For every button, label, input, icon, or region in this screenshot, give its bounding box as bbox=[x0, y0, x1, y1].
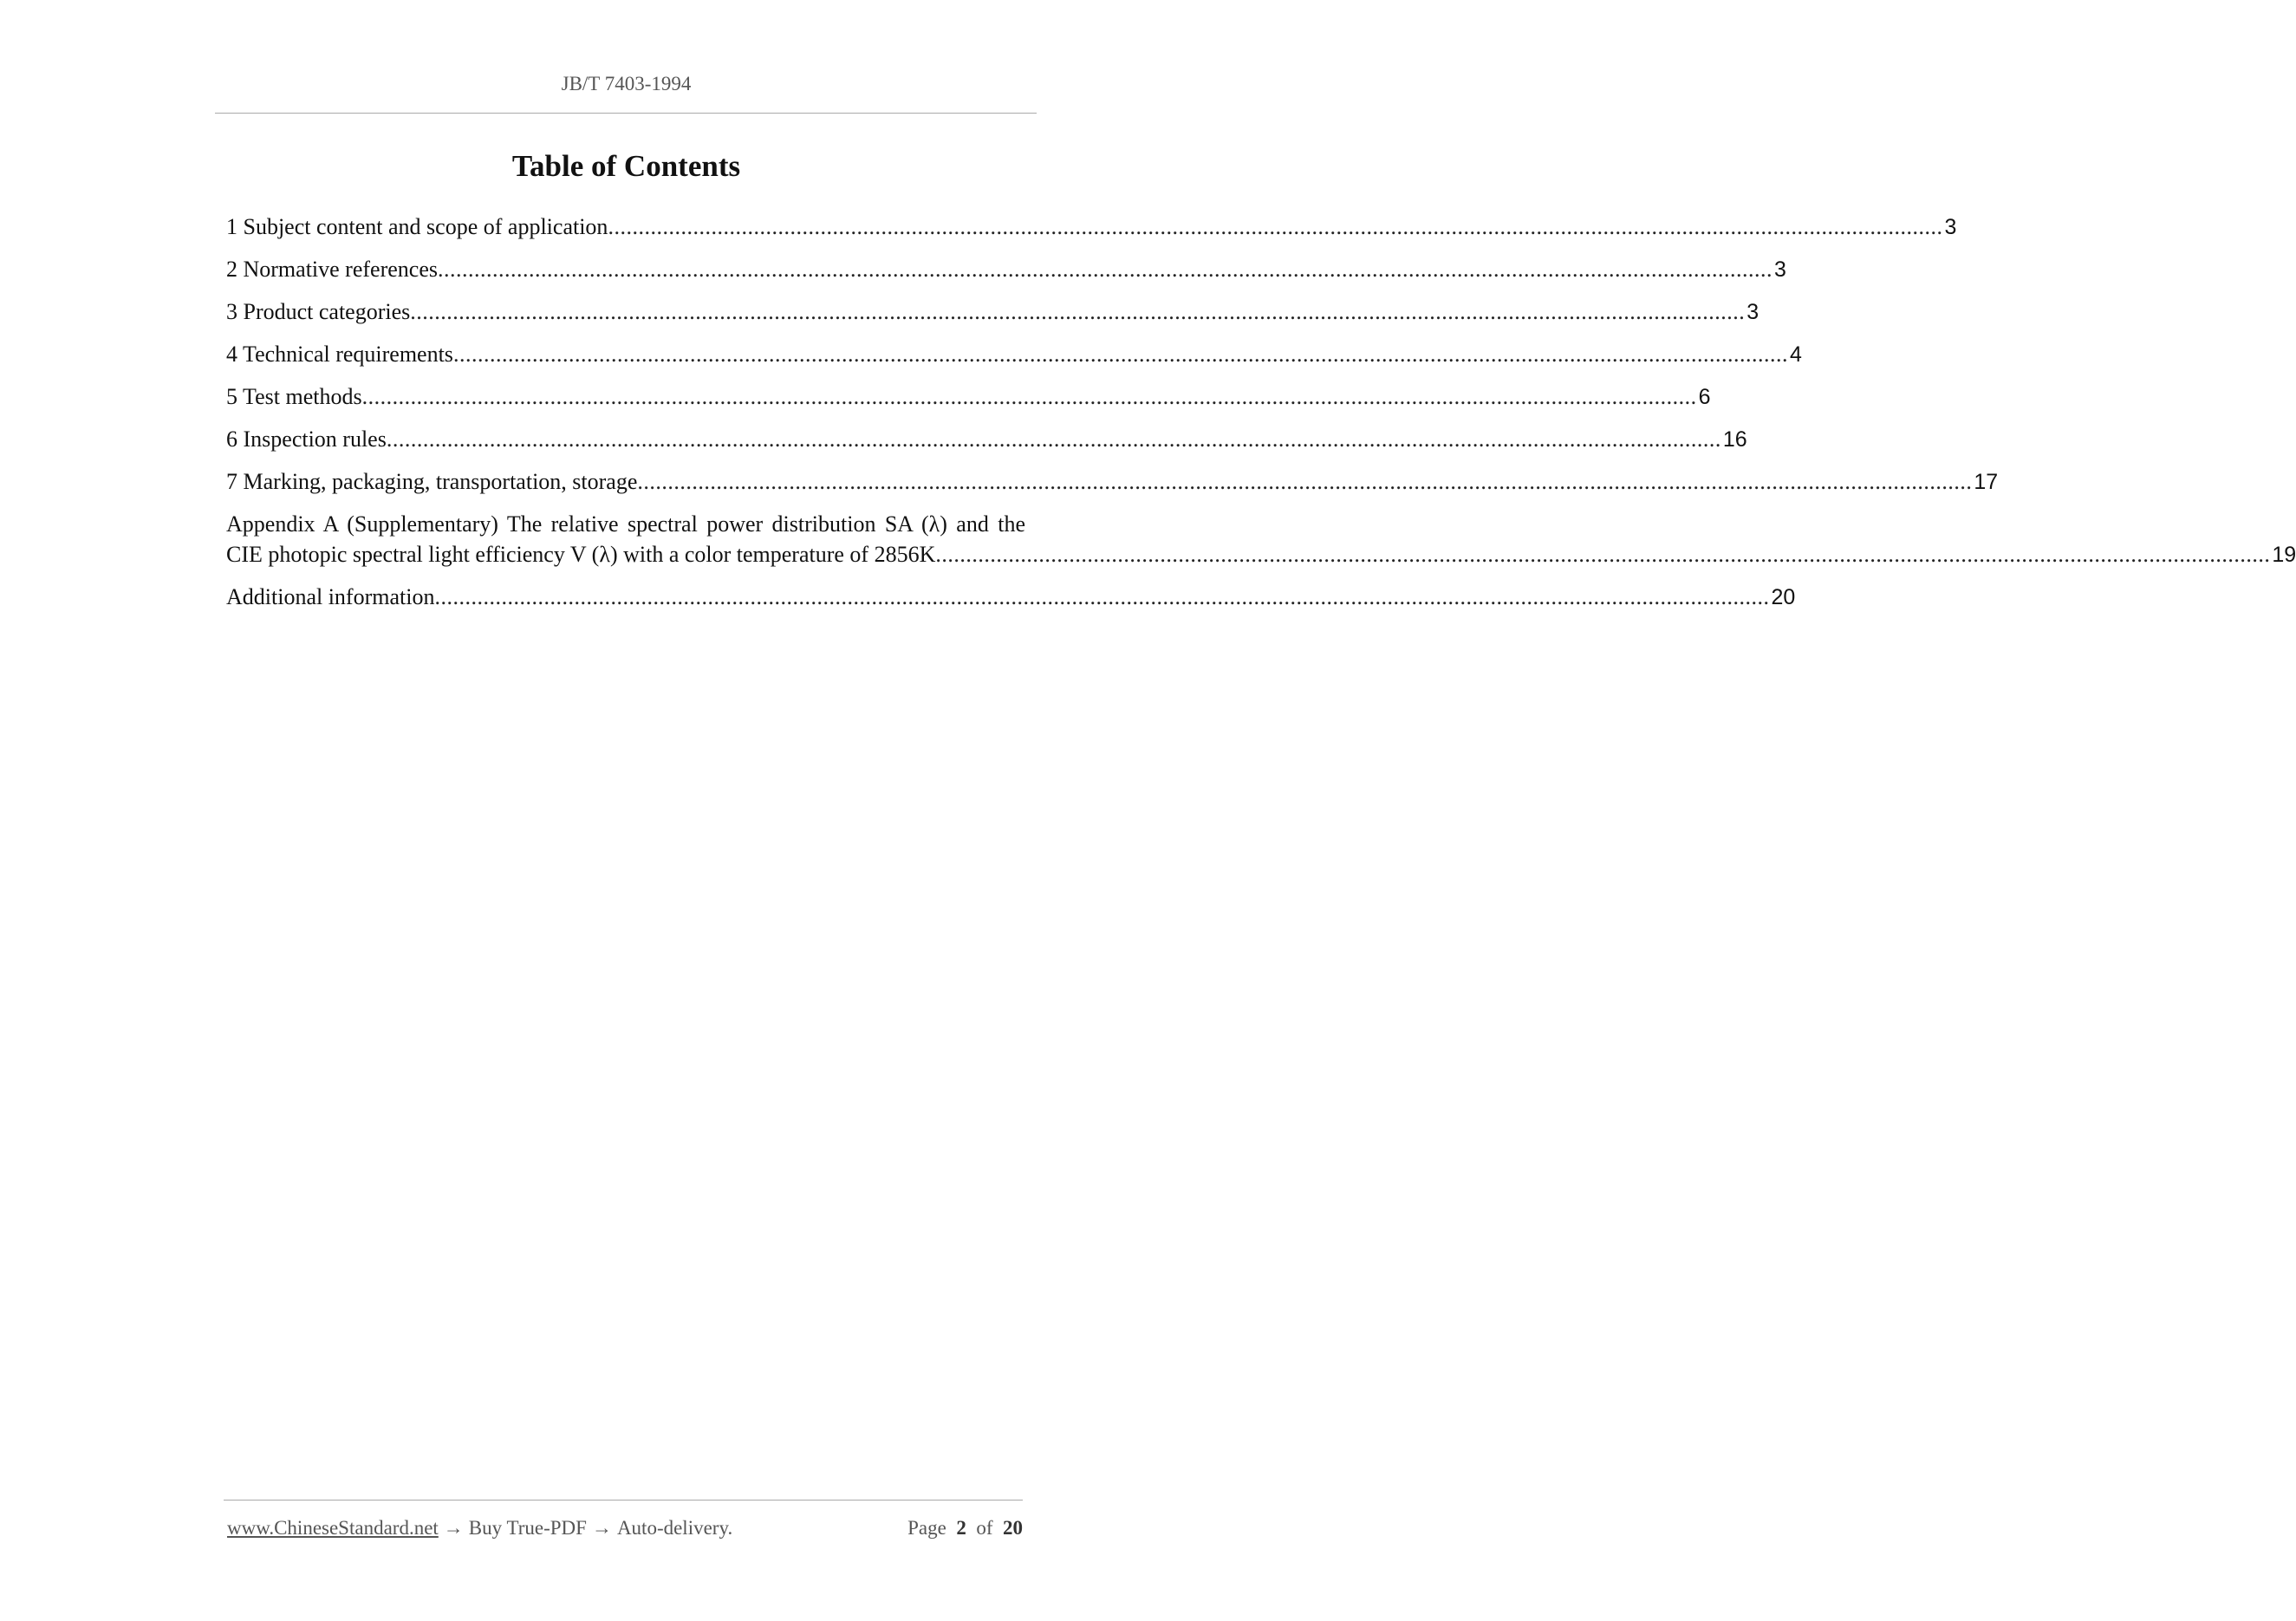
toc-leader-dots: ............................................................................................................................................................................................................................ bbox=[386, 426, 1721, 452]
toc-entry-6[interactable] bbox=[226, 424, 1747, 455]
toc-leader-dots: ............................................................................................................................................................................................................................ bbox=[935, 542, 2271, 567]
toc-entry-label: 6 Inspection rules bbox=[226, 426, 387, 452]
toc-entry-page: 19 bbox=[2272, 543, 2296, 567]
page-of: of bbox=[976, 1517, 993, 1539]
toc-entry-3[interactable] bbox=[226, 296, 1759, 328]
toc-entry-page: 20 bbox=[1771, 585, 1796, 609]
document-code: JB/T 7403-1994 bbox=[561, 73, 692, 94]
toc-entry-label: 4 Technical requirements bbox=[226, 342, 453, 367]
toc-list bbox=[226, 212, 2296, 624]
site-link[interactable]: www.ChineseStandard.net bbox=[227, 1517, 439, 1539]
page-number bbox=[907, 1517, 1023, 1540]
toc-entry-label: 3 Product categories bbox=[226, 299, 411, 324]
toc-entry-label: 7 Marking, packaging, transportation, storage bbox=[226, 469, 638, 494]
toc-entry-appendix-a[interactable] bbox=[226, 509, 2296, 570]
toc-entry-additional-information[interactable] bbox=[226, 582, 1796, 613]
footer-purchase-info bbox=[227, 1517, 732, 1540]
page-total: 20 bbox=[1003, 1517, 1023, 1539]
toc-entry-page: 3 bbox=[1944, 215, 1957, 239]
toc-entry-7[interactable] bbox=[226, 466, 1999, 498]
toc-entry-label: 1 Subject content and scope of application bbox=[226, 214, 608, 239]
arrow-right-icon: → bbox=[591, 1517, 612, 1539]
header-divider bbox=[215, 113, 1037, 114]
toc-entry-page: 6 bbox=[1698, 385, 1711, 409]
toc-entry-label: Additional information bbox=[226, 584, 435, 609]
toc-entry-label-line1: Appendix A (Supplementary) The relative spectral power distribution SA (λ) and the bbox=[226, 511, 1025, 537]
footer-step-buy: Buy True-PDF bbox=[468, 1517, 587, 1539]
toc-entry-page: 4 bbox=[1789, 342, 1802, 367]
toc-entry-2[interactable] bbox=[226, 254, 1786, 285]
toc-entry-page: 3 bbox=[1773, 257, 1786, 282]
page-word: Page bbox=[907, 1517, 946, 1539]
toc-leader-dots: ............................................................................................................................................................................................................................ bbox=[410, 299, 1746, 324]
toc-leader-dots: ............................................................................................................................................................................................................................ bbox=[608, 214, 1943, 239]
toc-entry-page: 3 bbox=[1746, 300, 1759, 324]
page-current: 2 bbox=[956, 1517, 966, 1539]
page-footer bbox=[227, 1517, 1023, 1540]
footer-divider bbox=[224, 1500, 1023, 1501]
toc-entry-4[interactable] bbox=[226, 339, 1802, 370]
toc-title: Table of Contents bbox=[511, 149, 741, 183]
toc-entry-page: 17 bbox=[1974, 470, 1999, 494]
toc-leader-dots: ............................................................................................................................................................................................................................ bbox=[434, 584, 1770, 609]
toc-entry-5[interactable] bbox=[226, 381, 1711, 413]
toc-entry-label: CIE photopic spectral light efficiency V (λ) with a color temperature of 2856K bbox=[226, 542, 936, 567]
toc-leader-dots: ............................................................................................................................................................................................................................ bbox=[452, 342, 1788, 367]
toc-entry-label: 2 Normative references bbox=[226, 257, 438, 282]
toc-entry-1[interactable] bbox=[226, 212, 1957, 243]
arrow-right-icon: → bbox=[443, 1517, 464, 1539]
footer-step-delivery: Auto-delivery. bbox=[616, 1517, 733, 1539]
toc-entry-page: 16 bbox=[1722, 427, 1747, 452]
toc-leader-dots: ............................................................................................................................................................................................................................ bbox=[437, 257, 1772, 282]
toc-entry-label: 5 Test methods bbox=[226, 384, 362, 409]
toc-leader-dots: ............................................................................................................................................................................................................................ bbox=[637, 469, 1973, 494]
toc-leader-dots: ............................................................................................................................................................................................................................ bbox=[361, 384, 1697, 409]
